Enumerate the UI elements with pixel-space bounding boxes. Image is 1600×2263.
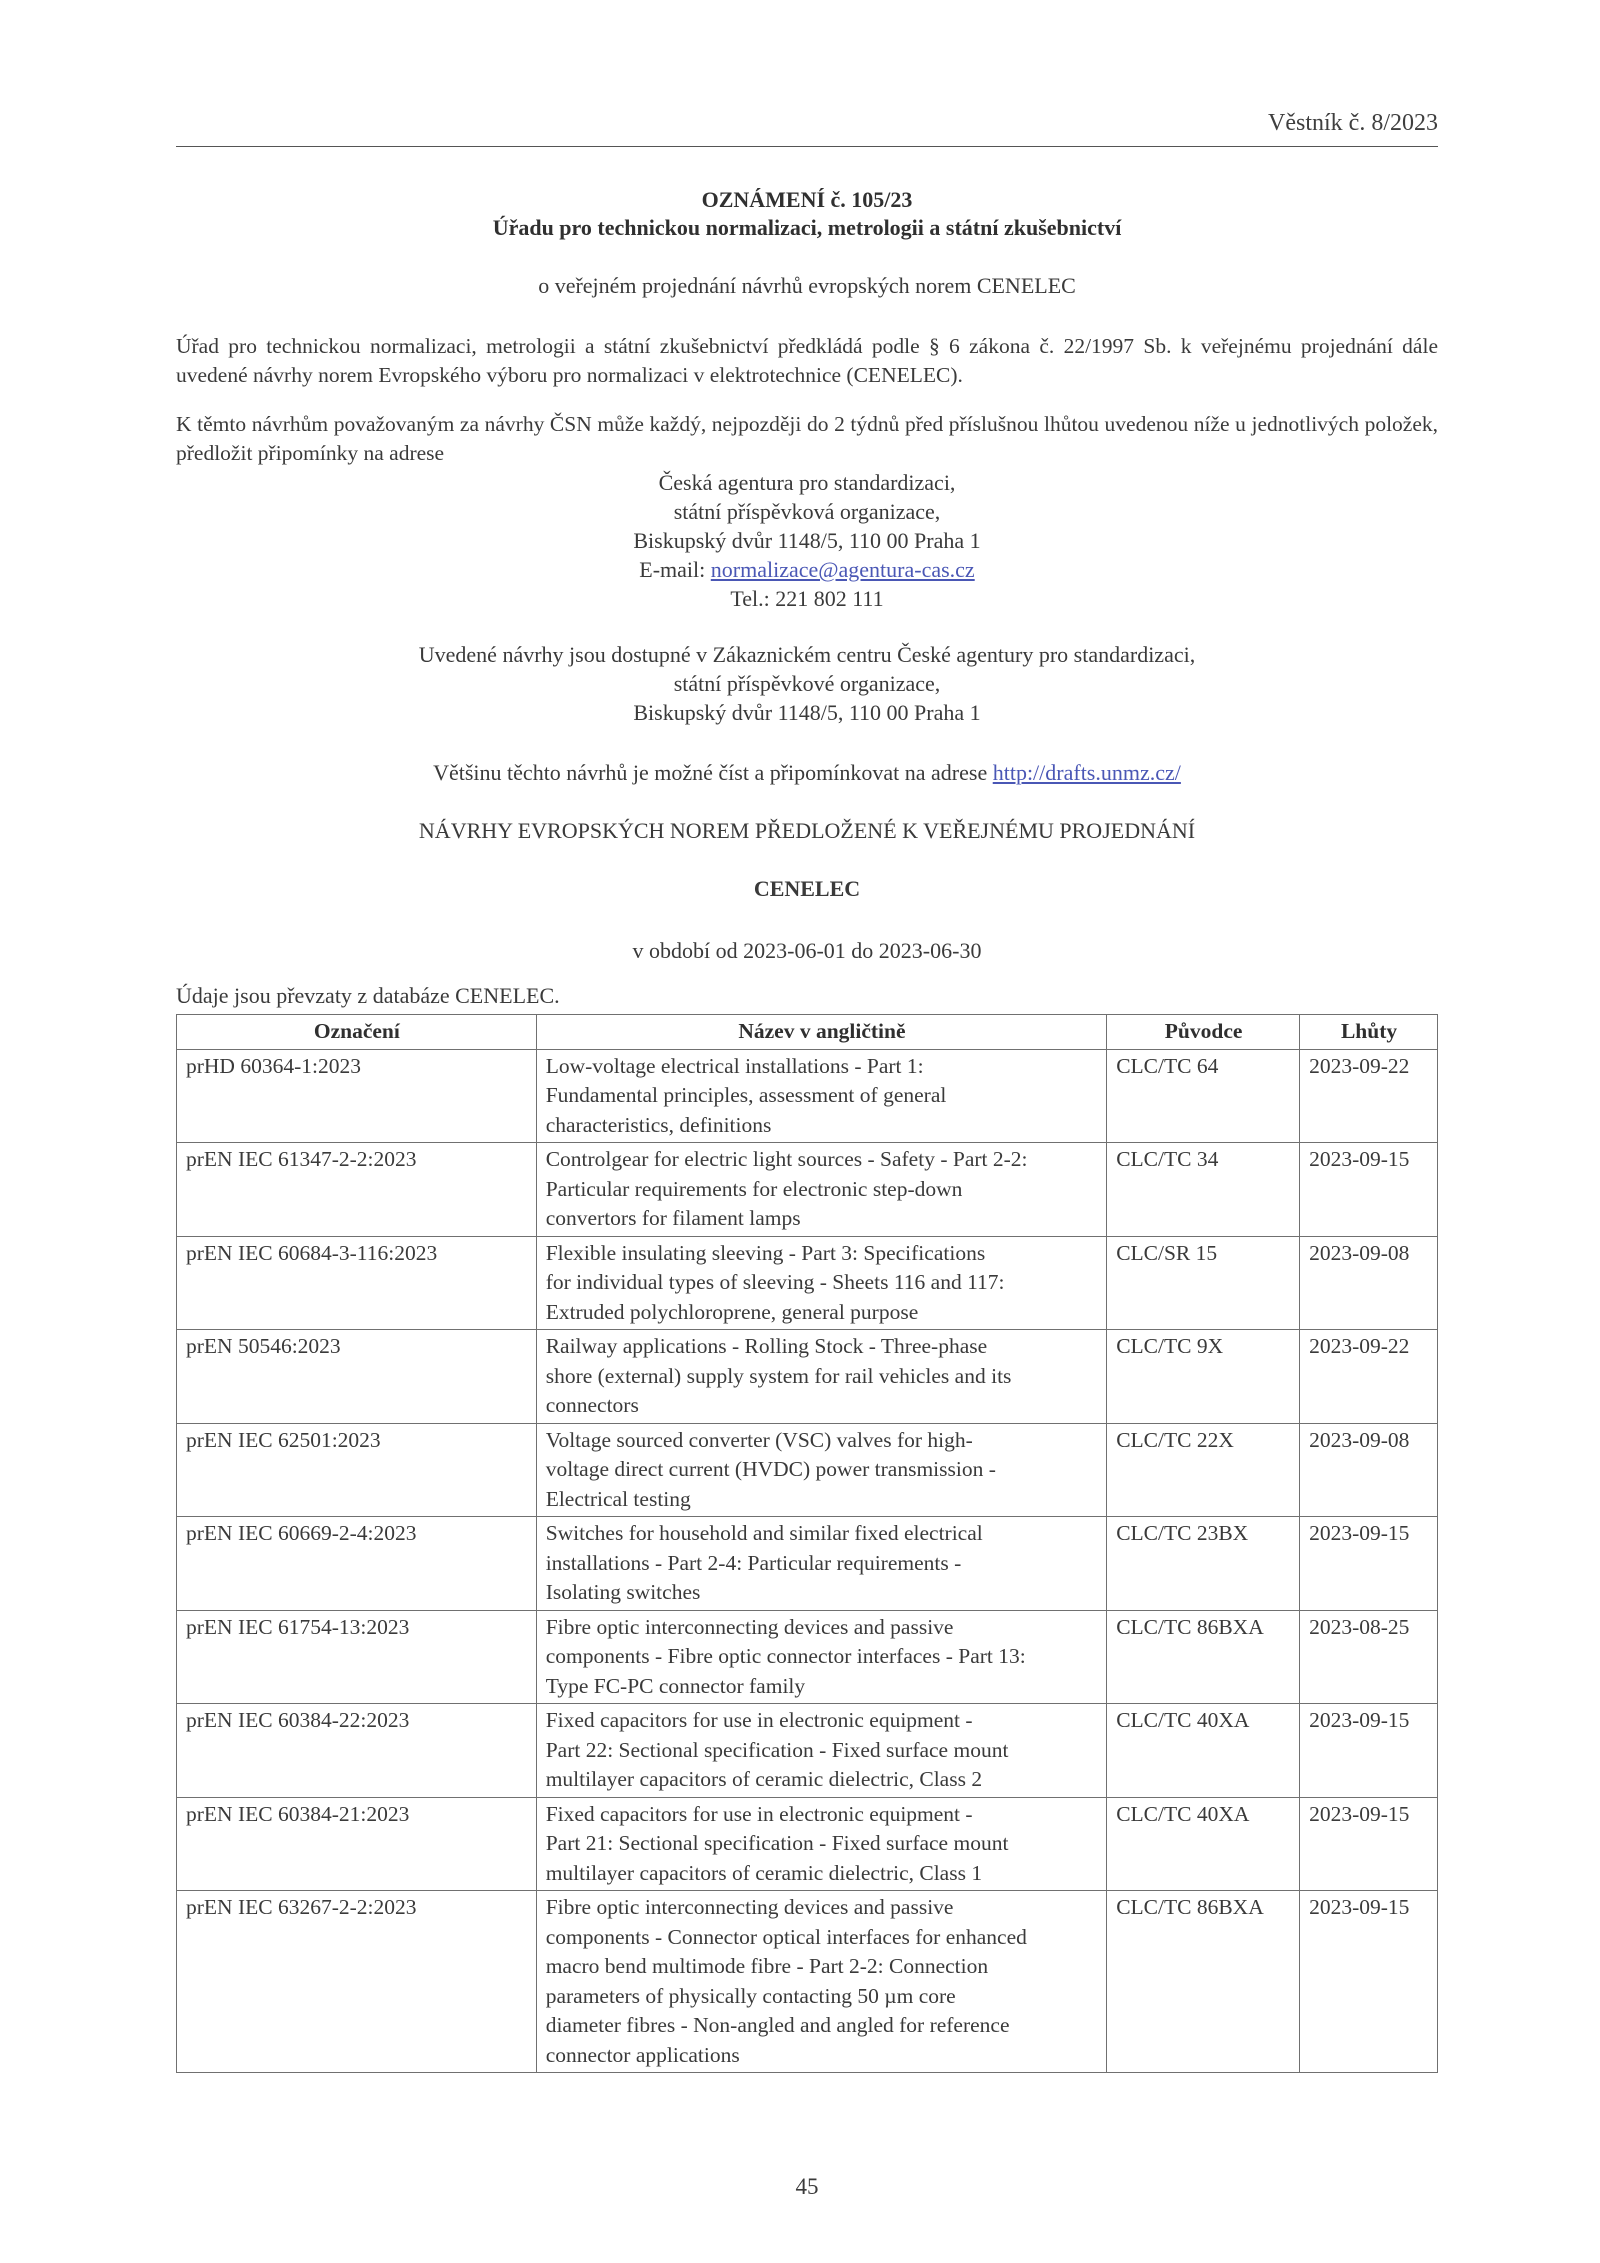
column-header-designation: Označení bbox=[177, 1015, 537, 1050]
drafts-text: Většinu těchto návrhů je možné číst a připomínkovat na adrese bbox=[433, 760, 993, 785]
cell-deadline: 2023-09-08 bbox=[1300, 1423, 1438, 1517]
table-row bbox=[177, 1797, 1438, 1891]
availability-line: Uvedené návrhy jsou dostupné v Zákaznickém centru České agentury pro standardizaci, bbox=[418, 642, 1196, 667]
announcement-number: OZNÁMENÍ č. 105/23 bbox=[701, 187, 913, 212]
cell-title: Flexible insulating sleeving - Part 3: Specifications for individual types of sleeving - Sheets 116 and 117: Extruded polychloroprene, general purpose bbox=[536, 1236, 1106, 1330]
table-row bbox=[177, 1236, 1438, 1330]
cell-deadline: 2023-08-25 bbox=[1300, 1610, 1438, 1704]
cell-deadline: 2023-09-15 bbox=[1300, 1704, 1438, 1798]
drafts-link[interactable]: http://drafts.unmz.cz/ bbox=[992, 760, 1181, 785]
cell-deadline: 2023-09-15 bbox=[1300, 1143, 1438, 1237]
cell-originator: CLC/TC 23BX bbox=[1107, 1517, 1300, 1611]
cell-designation: prEN 50546:2023 bbox=[177, 1330, 537, 1424]
cell-designation: prEN IEC 61754-13:2023 bbox=[177, 1610, 537, 1704]
cell-title: Fixed capacitors for use in electronic equipment - Part 22: Sectional specification - Fixed surface mount multilayer capacitors of ceramic dielectric, Class 2 bbox=[536, 1704, 1106, 1798]
cell-title: Fibre optic interconnecting devices and passive components - Connector optical interfaces for enhanced macro bend multimode fibre - Part 2-2: Connection parameters of physically contacting 50 µm core diameter fibres - Non-angled and angled for reference connector applications bbox=[536, 1891, 1106, 2073]
availability-org-type: státní příspěvkové organizace, bbox=[673, 671, 941, 696]
availability-street: Biskupský dvůr 1148/5, 110 00 Praha 1 bbox=[633, 700, 981, 725]
comments-paragraph: K těmto návrhům považovaným za návrhy ČSN může každý, nejpozději do 2 týdnů před příslušnou lhůtou uvedenou níže u jednotlivých položek, předložit připomínky na adrese bbox=[176, 412, 1438, 465]
cell-originator: CLC/TC 86BXA bbox=[1107, 1891, 1300, 2073]
agency-street: Biskupský dvůr 1148/5, 110 00 Praha 1 bbox=[633, 528, 981, 553]
cell-designation: prEN IEC 60384-21:2023 bbox=[177, 1797, 537, 1891]
cell-title: Fibre optic interconnecting devices and passive components - Fibre optic connector interfaces - Part 13: Type FC-PC connector family bbox=[536, 1610, 1106, 1704]
cell-deadline: 2023-09-15 bbox=[1300, 1517, 1438, 1611]
column-header-deadline: Lhůty bbox=[1300, 1015, 1438, 1050]
email-link[interactable]: normalizace@agentura-cas.cz bbox=[710, 557, 975, 582]
cell-designation: prEN IEC 60684-3-116:2023 bbox=[177, 1236, 537, 1330]
table-row bbox=[177, 1610, 1438, 1704]
section-organization: CENELEC bbox=[753, 876, 861, 901]
cell-designation: prEN IEC 60384-22:2023 bbox=[177, 1704, 537, 1798]
comment-address-block bbox=[176, 468, 1438, 613]
issuing-office: Úřadu pro technickou normalizaci, metrologii a státní zkušebnictví bbox=[492, 215, 1122, 240]
drafts-table bbox=[176, 1014, 1438, 2073]
cell-title: Low-voltage electrical installations - Part 1: Fundamental principles, assessment of general characteristics, definitions bbox=[536, 1049, 1106, 1143]
table-body bbox=[177, 1049, 1438, 2073]
availability-address-block bbox=[176, 640, 1438, 727]
agency-email-line bbox=[176, 555, 1438, 584]
table-row bbox=[177, 1049, 1438, 1143]
agency-name: Česká agentura pro standardizaci, bbox=[658, 470, 956, 495]
table-row bbox=[177, 1143, 1438, 1237]
section-heading: NÁVRHY EVROPSKÝCH NOREM PŘEDLOŽENÉ K VEŘEJNÉMU PROJEDNÁNÍ bbox=[418, 818, 1196, 843]
cell-title: Fixed capacitors for use in electronic equipment - Part 21: Sectional specification - Fixed surface mount multilayer capacitors of ceramic dielectric, Class 1 bbox=[536, 1797, 1106, 1891]
cell-title: Voltage sourced converter (VSC) valves for high- voltage direct current (HVDC) power transmission - Electrical testing bbox=[536, 1423, 1106, 1517]
cell-deadline: 2023-09-15 bbox=[1300, 1797, 1438, 1891]
table-row bbox=[177, 1517, 1438, 1611]
table-row bbox=[177, 1423, 1438, 1517]
agency-phone: Tel.: 221 802 111 bbox=[730, 586, 884, 611]
cell-originator: CLC/TC 34 bbox=[1107, 1143, 1300, 1237]
section-period: v období od 2023-06-01 do 2023-06-30 bbox=[632, 938, 982, 963]
page-number: 45 bbox=[795, 2174, 819, 2199]
cell-originator: CLC/TC 64 bbox=[1107, 1049, 1300, 1143]
column-header-title: Název v angličtině bbox=[536, 1015, 1106, 1050]
announcement-subtitle: o veřejném projednání návrhů evropských norem CENELEC bbox=[538, 273, 1076, 298]
cell-originator: CLC/TC 40XA bbox=[1107, 1704, 1300, 1798]
cell-originator: CLC/TC 86BXA bbox=[1107, 1610, 1300, 1704]
cell-originator: CLC/SR 15 bbox=[1107, 1236, 1300, 1330]
cell-deadline: 2023-09-22 bbox=[1300, 1049, 1438, 1143]
column-header-originator: Původce bbox=[1107, 1015, 1300, 1050]
cell-deadline: 2023-09-08 bbox=[1300, 1236, 1438, 1330]
source-note: Údaje jsou převzaty z databáze CENELEC. bbox=[176, 983, 560, 1008]
table-row bbox=[177, 1891, 1438, 2073]
cell-designation: prEN IEC 62501:2023 bbox=[177, 1423, 537, 1517]
announcement-title bbox=[176, 186, 1438, 242]
agency-type: státní příspěvková organizace, bbox=[673, 499, 941, 524]
cell-originator: CLC/TC 40XA bbox=[1107, 1797, 1300, 1891]
header-rule bbox=[176, 146, 1438, 147]
cell-title: Railway applications - Rolling Stock - Three-phase shore (external) supply system for rail vehicles and its connectors bbox=[536, 1330, 1106, 1424]
cell-deadline: 2023-09-15 bbox=[1300, 1891, 1438, 2073]
cell-title: Controlgear for electric light sources - Safety - Part 2-2: Particular requirements for electronic step-down convertors for filament lamps bbox=[536, 1143, 1106, 1237]
cell-originator: CLC/TC 9X bbox=[1107, 1330, 1300, 1424]
drafts-line bbox=[176, 758, 1438, 787]
cell-designation: prEN IEC 60669-2-4:2023 bbox=[177, 1517, 537, 1611]
cell-title: Switches for household and similar fixed electrical installations - Part 2-4: Particular requirements - Isolating switches bbox=[536, 1517, 1106, 1611]
table-row bbox=[177, 1704, 1438, 1798]
cell-designation: prHD 60364-1:2023 bbox=[177, 1049, 537, 1143]
intro-paragraph: Úřad pro technickou normalizaci, metrologii a státní zkušebnictví předkládá podle § 6 zákona č. 22/1997 Sb. k veřejnému projednání dále uvedené návrhy norem Evropského výboru pro normalizaci v elektrotechnice (CENELEC). bbox=[176, 334, 1438, 387]
cell-deadline: 2023-09-22 bbox=[1300, 1330, 1438, 1424]
cell-designation: prEN IEC 61347-2-2:2023 bbox=[177, 1143, 537, 1237]
email-label: E-mail: bbox=[639, 557, 711, 582]
cell-designation: prEN IEC 63267-2-2:2023 bbox=[177, 1891, 537, 2073]
journal-issue-header: Věstník č. 8/2023 bbox=[1268, 110, 1438, 136]
table-row bbox=[177, 1330, 1438, 1424]
table-header-row bbox=[177, 1015, 1438, 1050]
cell-originator: CLC/TC 22X bbox=[1107, 1423, 1300, 1517]
